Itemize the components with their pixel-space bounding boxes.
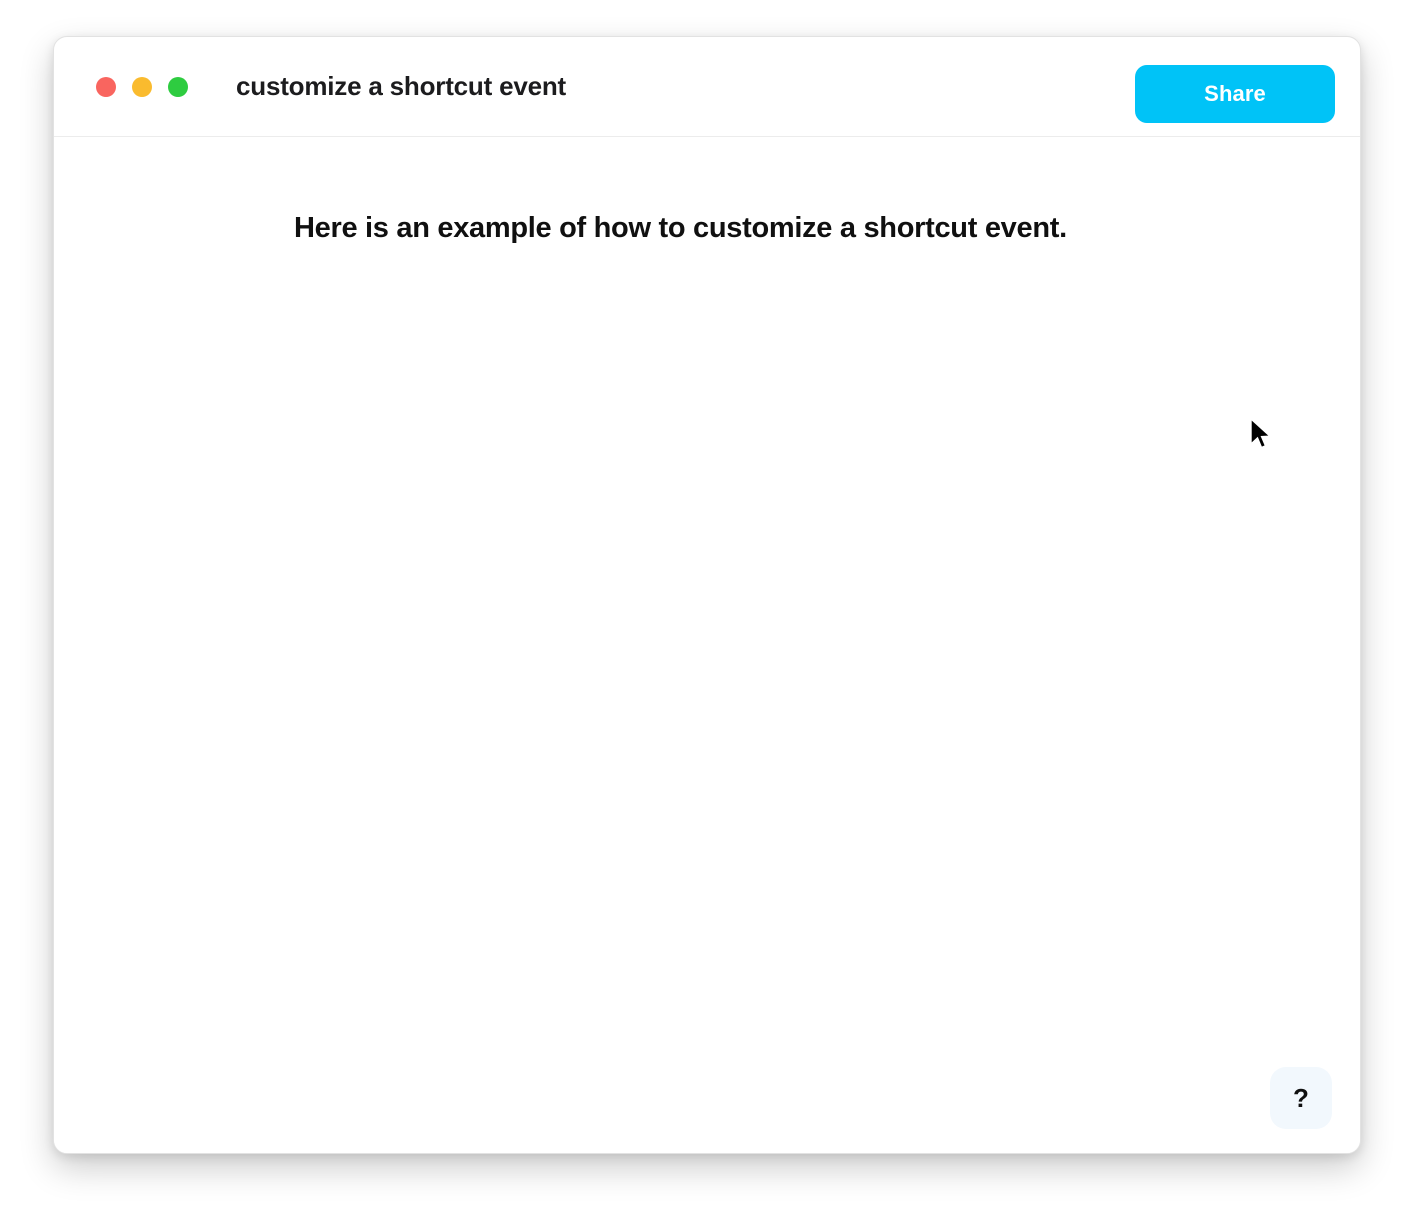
close-window-button[interactable]	[96, 77, 116, 97]
help-button[interactable]: ?	[1270, 1067, 1332, 1129]
share-button[interactable]: Share	[1135, 65, 1335, 123]
minimize-window-button[interactable]	[132, 77, 152, 97]
window-titlebar	[54, 37, 1360, 137]
headline-text: Here is an example of how to customize a shortcut event.	[294, 212, 1067, 244]
window-title: customize a shortcut event	[236, 71, 566, 101]
app-window	[53, 36, 1361, 1154]
maximize-window-button[interactable]	[168, 77, 188, 97]
traffic-light-controls	[96, 77, 188, 97]
content-area	[54, 137, 1360, 1153]
